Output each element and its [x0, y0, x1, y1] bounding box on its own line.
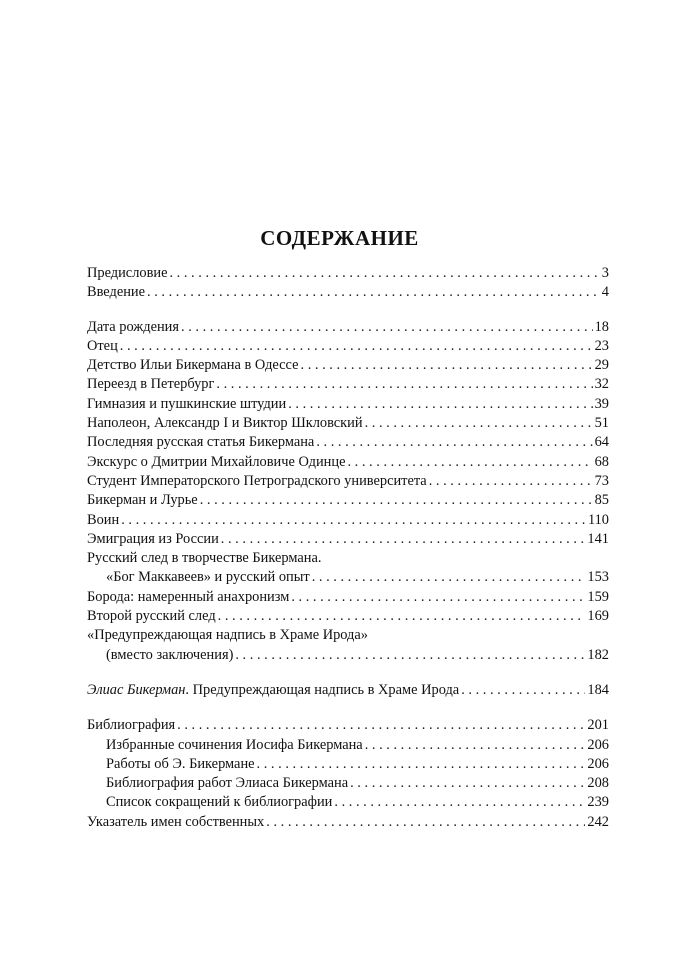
- toc-entry-label: Библиография работ Элиаса Бикермана: [106, 775, 349, 792]
- toc-entry-label: Бикерман и Лурье: [87, 492, 198, 509]
- dot-leader: [301, 356, 593, 375]
- dot-leader: [365, 414, 593, 433]
- dot-leader: [177, 716, 585, 735]
- toc-page-number: 4: [601, 284, 609, 301]
- toc-entry[interactable]: [87, 607, 609, 626]
- dot-leader: [288, 395, 592, 414]
- toc-entry-label: (вместо заключения): [106, 646, 234, 663]
- dot-leader: [291, 588, 585, 607]
- toc-entry-label: Избранные сочинения Иосифа Бикермана: [106, 736, 363, 753]
- toc-page-number: 159: [587, 588, 609, 605]
- dot-leader: [429, 472, 593, 491]
- toc-page-number: 29: [594, 357, 609, 374]
- toc-entry-continuation[interactable]: [87, 568, 609, 587]
- toc-entry[interactable]: [87, 716, 609, 735]
- toc-entry-label: Последняя русская статья Бикермана: [87, 434, 315, 451]
- dot-leader: [365, 736, 586, 755]
- toc-page-number: 68: [594, 453, 609, 470]
- toc-entry[interactable]: [87, 318, 609, 337]
- dot-leader: [347, 453, 592, 472]
- toc-entry-label: Библиография: [87, 717, 176, 734]
- dot-leader: [350, 774, 585, 793]
- toc-entry-label: «Предупреждающая надпись в Храме Ирода»: [87, 627, 368, 644]
- toc-entry[interactable]: [87, 337, 609, 356]
- toc-page-number: 73: [594, 472, 609, 489]
- toc-entry[interactable]: [87, 813, 609, 832]
- toc-entry-label: Детство Ильи Бикермана в Одессе: [87, 357, 299, 374]
- toc-entry[interactable]: [87, 491, 609, 510]
- toc-entry-heading[interactable]: [87, 549, 609, 568]
- toc-entry[interactable]: [87, 375, 609, 394]
- toc-entry[interactable]: [87, 356, 609, 375]
- toc-page-number: 39: [594, 395, 609, 412]
- toc-entry-label: Введение: [87, 284, 146, 301]
- dot-leader: [200, 491, 593, 510]
- toc-page-number: 23: [594, 337, 609, 354]
- toc-page-number: 110: [587, 511, 609, 528]
- toc-subentry[interactable]: [87, 774, 609, 793]
- toc-page-number: 242: [587, 813, 609, 830]
- dot-leader: [235, 646, 585, 665]
- toc-entry-label: Отец: [87, 337, 118, 354]
- toc-page-number: 182: [587, 646, 609, 663]
- toc-page-number: 153: [587, 569, 609, 586]
- toc-subentry[interactable]: [87, 793, 609, 812]
- dot-leader: [121, 511, 586, 530]
- toc-page-number: 206: [587, 736, 609, 753]
- toc-entry[interactable]: [87, 453, 609, 472]
- toc-page-number: 85: [594, 492, 609, 509]
- toc-entry[interactable]: [87, 472, 609, 491]
- toc-entry-label: Дата рождения: [87, 318, 179, 335]
- toc-entry-label: Эмиграция из России: [87, 530, 219, 547]
- toc-entry-label: Борода: намеренный анахронизм: [87, 588, 290, 605]
- toc-page-number: 64: [594, 434, 609, 451]
- toc-entry-label: Список сокращений к библиографии: [106, 794, 333, 811]
- toc-entry-label: Указатель имен собственных: [87, 813, 265, 830]
- toc-entry-label: Воин: [87, 511, 120, 528]
- toc-subentry[interactable]: [87, 736, 609, 755]
- toc-page-number: 239: [587, 794, 609, 811]
- author-name: Элиас Бикерман: [87, 681, 186, 698]
- dot-leader: [257, 755, 586, 774]
- toc-page-number: 169: [587, 608, 609, 625]
- toc-entry-label: Предисловие: [87, 265, 168, 281]
- dot-leader: [218, 607, 586, 626]
- dot-leader: [181, 318, 593, 337]
- toc-subentry[interactable]: [87, 755, 609, 774]
- toc-entry-continuation[interactable]: [87, 646, 609, 665]
- toc-page-number: 201: [587, 717, 609, 734]
- dot-leader: [312, 568, 586, 587]
- toc-page-number: 51: [594, 415, 609, 432]
- toc-page-number: 3: [601, 265, 609, 281]
- toc-entry-label: Студент Императорского Петроградского университета: [87, 472, 427, 489]
- dot-leader: [169, 264, 597, 283]
- toc-page-number: 32: [594, 376, 609, 393]
- toc-entry-label: [87, 681, 459, 700]
- page-title: СОДЕРЖАНИЕ: [260, 226, 419, 250]
- toc-entry-label: Русский след в творчестве Бикермана.: [87, 550, 322, 567]
- dot-leader: [221, 530, 586, 549]
- toc-page-number: 184: [587, 681, 609, 698]
- toc-entry-label: Переезд в Петербург: [87, 376, 215, 393]
- toc-entry-label: Работы об Э. Бикермане: [106, 755, 255, 772]
- toc-page-number: 18: [594, 318, 609, 335]
- toc-entry[interactable]: [87, 414, 609, 433]
- toc-entry[interactable]: [87, 433, 609, 452]
- toc-entry[interactable]: [87, 264, 609, 283]
- toc-entry[interactable]: [87, 588, 609, 607]
- toc-entry-label: Гимназия и пушкинские штудии: [87, 395, 287, 412]
- dot-leader: [216, 375, 592, 394]
- toc-page-number: 206: [587, 755, 609, 772]
- toc-entry-label: Второй русский след: [87, 608, 216, 625]
- dot-leader: [316, 433, 592, 452]
- toc-entry-heading[interactable]: [87, 626, 609, 645]
- dot-leader: [266, 813, 585, 832]
- toc-entry[interactable]: [87, 511, 609, 530]
- dot-leader: [147, 283, 597, 302]
- toc-entry[interactable]: [87, 395, 609, 414]
- dot-leader: [461, 681, 585, 700]
- table-of-contents: [87, 264, 609, 832]
- dot-leader: [120, 337, 593, 356]
- toc-entry-label: «Бог Маккавеев» и русский опыт: [106, 569, 310, 586]
- toc-page-number: 141: [587, 530, 609, 547]
- toc-entry[interactable]: [87, 681, 609, 700]
- entry-title: . Предупреждающая надпись в Храме Ирода: [185, 681, 460, 698]
- toc-page-number: 208: [587, 775, 609, 792]
- toc-entry[interactable]: [87, 283, 609, 302]
- toc-entry-label: Наполеон, Александр I и Виктор Шкловский: [87, 415, 363, 432]
- toc-entry[interactable]: [87, 530, 609, 549]
- dot-leader: [334, 793, 585, 812]
- toc-entry-label: Экскурс о Дмитрии Михайловиче Одинце: [87, 453, 346, 470]
